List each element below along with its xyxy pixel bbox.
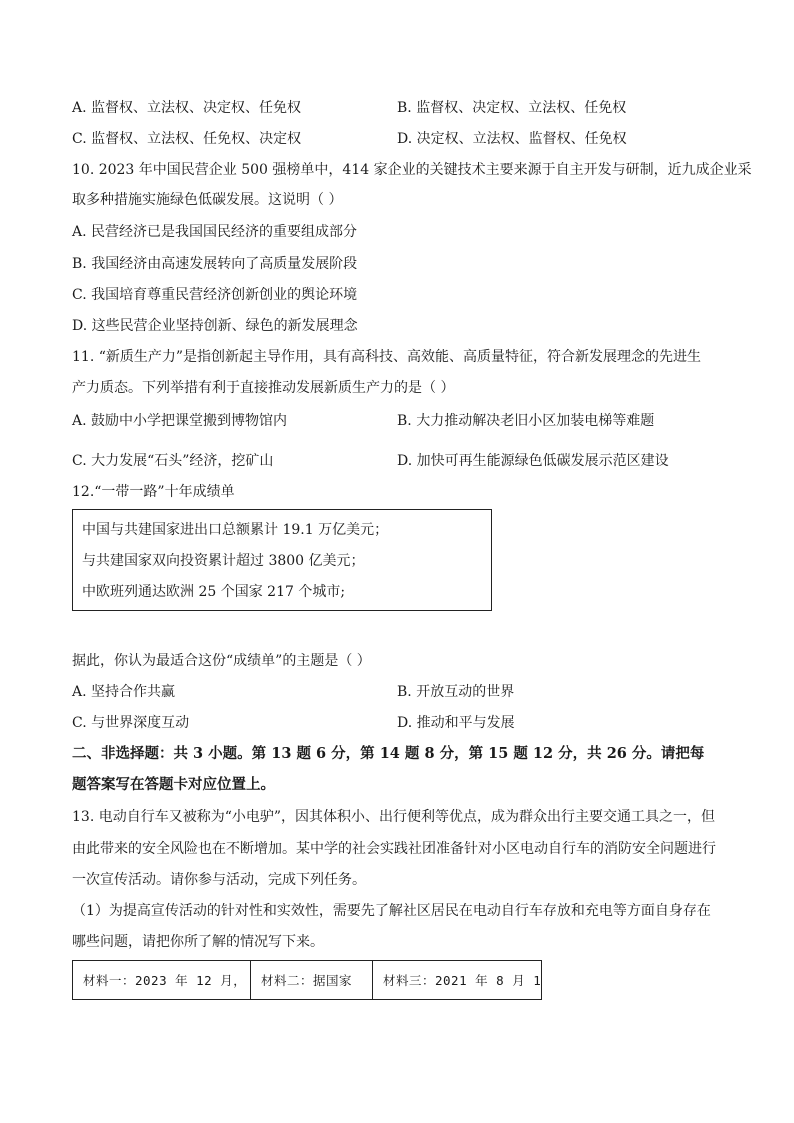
q9-option-c: C. 监督权、立法权、任免权、决定权 (72, 131, 302, 147)
q9-option-a: A. 监督权、立法权、决定权、任免权 (72, 100, 302, 116)
q10-option-a: A. 民营经济已是我国国民经济的重要组成部分 (72, 224, 358, 240)
q13-stem-cont: 一次宣传活动。请你参与活动，完成下列任务。 (72, 872, 366, 888)
q11-option-b: B. 大力推动解决老旧小区加装电梯等难题 (397, 413, 655, 429)
q13-subquestion-1: （1）为提高宣传活动的针对性和实效性，需要先了解社区居民在电动自行车存放和充电等方面自身存在 (72, 903, 711, 919)
q12-option-d: D. 推动和平与发展 (397, 715, 515, 731)
q11-option-d: D. 加快可再生能源绿色低碳发展示范区建设 (397, 453, 669, 469)
q10-option-c: C. 我国培育尊重民营经济创新创业的舆论环境 (72, 287, 358, 303)
q12-question: 据此，你认为最适合这份“成绩单”的主题是（ ） (72, 653, 371, 669)
material-cell: 材料三：2021 年 8 月 1 (383, 973, 542, 988)
q11-stem: 11. “新质生产力”是指创新起主导作用，具有高科技、高效能、高质量特征，符合新发展理念的先进生 (72, 349, 702, 365)
q12-box-line: 中国与共建国家进出口总额累计 19.1 万亿美元； (82, 522, 389, 538)
q10-option-d: D. 这些民营企业坚持创新、绿色的新发展理念 (72, 318, 358, 334)
q11-stem-cont: 产力质态。下列举措有利于直接推动发展新质生产力的是（ ） (72, 380, 455, 396)
q11-option-c: C. 大力发展“石头”经济，挖矿山 (72, 453, 274, 469)
q13-subquestion-1-cont: 哪些问题，请把你所了解的情况写下来。 (72, 934, 324, 950)
material-cell: 材料二：据国家 (251, 961, 373, 999)
q13-stem-cont: 由此带来的安全风险也在不断增加。某中学的社会实践社团准备针对小区电动自行车的消防安全问题进行 (72, 841, 716, 857)
q9-option-d: D. 决定权、立法权、监督权、任免权 (397, 131, 627, 147)
q12-option-a: A. 坚持合作共赢 (72, 684, 176, 700)
q10-stem: 10. 2023 年中国民营企业 500 强榜单中，414 家企业的关键技术主要来源于自主开发与研制，近九成企业采 (72, 162, 752, 178)
q12-title: 12.“一带一路”十年成绩单 (72, 484, 235, 500)
q10-stem-cont: 取多种措施实施绿色低碳发展。这说明（ ） (72, 192, 343, 208)
q9-option-b: B. 监督权、决定权、立法权、任免权 (397, 100, 627, 116)
q10-option-b: B. 我国经济由高速发展转向了高质量发展阶段 (72, 256, 358, 272)
material-cell: 材料一：2023 年 12 月， (73, 961, 251, 999)
q12-option-b: B. 开放互动的世界 (397, 684, 515, 700)
q12-box-line: 中欧班列通达欧洲 25 个国家 217 个城市; (82, 584, 346, 600)
q11-option-a: A. 鼓励中小学把课堂搬到博物馆内 (72, 413, 288, 429)
q12-option-c: C. 与世界深度互动 (72, 715, 190, 731)
q13-stem: 13. 电动自行车又被称为“小电驴”，因其体积小、出行便利等优点，成为群众出行主要交通工具之一，但 (72, 809, 716, 825)
q13-materials-table (72, 960, 542, 1000)
q12-achievement-box (72, 509, 492, 611)
section2-heading-cont: 题答案写在答题卡对应位置上。 (72, 776, 275, 793)
section2-heading: 二、非选择题：共 3 小题。第 13 题 6 分，第 14 题 8 分，第 15 题 12 分，共 26 分。请把每 (72, 745, 705, 762)
q12-box-line: 与共建国家双向投资累计超过 3800 亿美元； (82, 553, 365, 569)
